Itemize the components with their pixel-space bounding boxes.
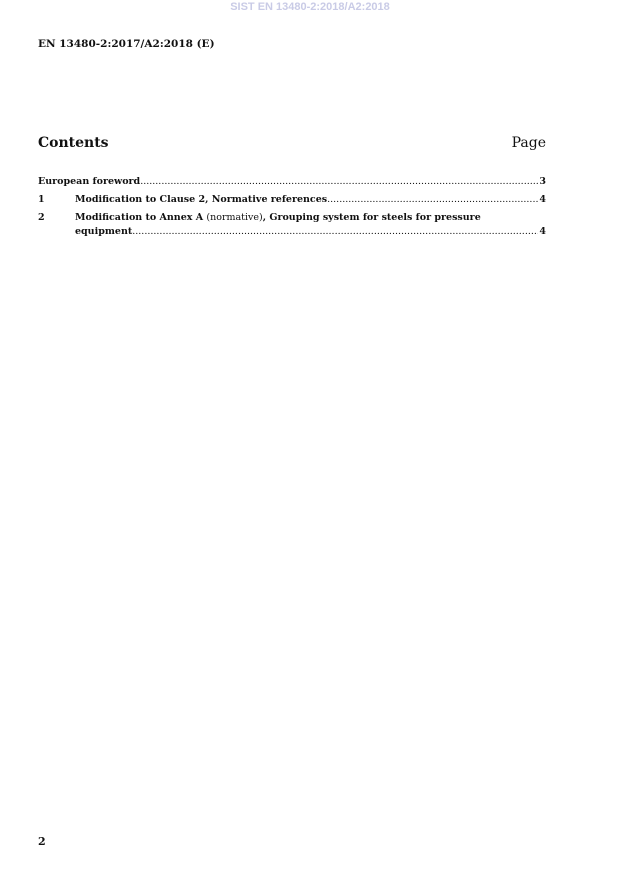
toc-entry-text-normal: (normative) <box>206 212 263 223</box>
toc-entry-text: Modification to Clause 2, Normative references <box>75 194 328 205</box>
toc-entry-clause-2[interactable] <box>38 211 546 239</box>
toc-entry-text-continued: equipment <box>75 226 133 237</box>
table-of-contents <box>38 175 546 243</box>
toc-entry-text-bold: Modification to Annex A <box>75 212 204 223</box>
document-id: EN 13480-2:2017/A2:2018 (E) <box>38 38 215 50</box>
page-number: 2 <box>38 835 46 848</box>
toc-entry-page: 4 <box>539 194 546 205</box>
toc-entry-text-bold-continued: , Grouping system for steels for pressure <box>262 212 481 223</box>
toc-line <box>75 193 546 207</box>
toc-entry-european-foreword[interactable] <box>38 175 546 189</box>
toc-entry-page: 3 <box>539 176 546 187</box>
toc-line <box>38 175 546 189</box>
toc-entry-text: European foreword <box>38 176 141 187</box>
toc-entry-body <box>75 193 546 207</box>
toc-entry-text-first-line <box>75 211 546 225</box>
toc-line <box>75 225 546 239</box>
toc-entry-number: 2 <box>38 212 45 223</box>
toc-entry-body <box>75 211 546 239</box>
watermark: SIST EN 13480-2:2018/A2:2018 <box>230 1 390 13</box>
toc-entry-page: 4 <box>539 226 546 237</box>
contents-page-label: Page <box>511 135 546 151</box>
toc-leader-dots <box>132 225 538 239</box>
toc-leader-dots <box>327 193 538 207</box>
contents-title: Contents <box>38 135 109 151</box>
toc-entry-number: 1 <box>38 194 45 205</box>
toc-entry-clause-1[interactable] <box>38 193 546 207</box>
toc-leader-dots <box>140 175 538 189</box>
contents-heading <box>38 135 546 155</box>
toc-entry-body <box>38 175 546 189</box>
